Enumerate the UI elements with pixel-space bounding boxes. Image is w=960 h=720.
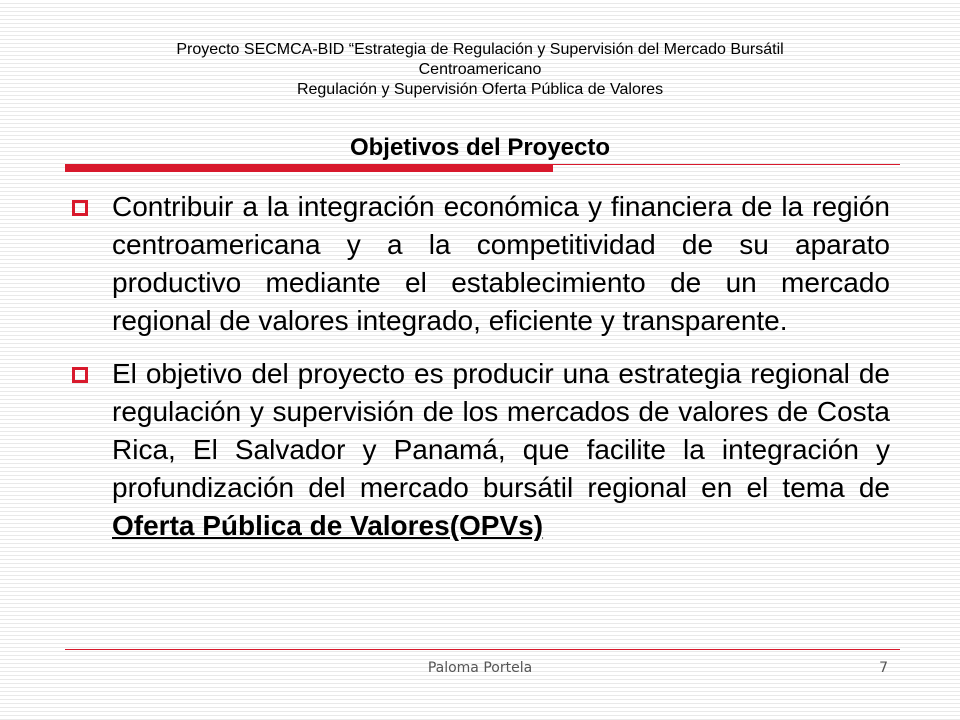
page-number: 7 (879, 660, 888, 676)
bullet-text-2 (112, 355, 890, 545)
footer-rule (65, 649, 900, 650)
slide-header (60, 40, 900, 100)
bullet-item-2 (72, 355, 890, 545)
square-bullet-icon (72, 200, 88, 216)
footer-author: Paloma Portela (427, 660, 533, 676)
header-line-1: Proyecto SECMCA-BID “Estrategia de Regulación y Supervisión del Mercado Bursátil (176, 41, 784, 58)
title-accent-bar (65, 164, 553, 172)
header-line-3: Regulación y Supervisión Oferta Pública de Valores (296, 81, 664, 98)
bullet-item-1 (72, 188, 890, 340)
header-line-2: Centroamericano (418, 61, 542, 78)
bullet-text-1: Contribuir a la integración económica y financiera de la región centroamericana y a la competitividad de su aparato productivo mediante el establecimiento de un mercado regional de valores integrado, eficiente y transparente. (112, 191, 890, 336)
bullet-list (72, 188, 890, 560)
slide-title: Objetivos del Proyecto (349, 134, 611, 161)
square-bullet-icon (72, 367, 88, 383)
bullet-text-2-body: El objetivo del proyecto es producir una estrategia regional de regulación y supervisión de los mercados de valores de Costa Rica, El Salvador y Panamá, que facilite la integración y profundización del mercado bursátil regional en el tema de (112, 358, 890, 503)
opv-link[interactable]: Oferta Pública de Valores(OPVs) (112, 510, 544, 541)
